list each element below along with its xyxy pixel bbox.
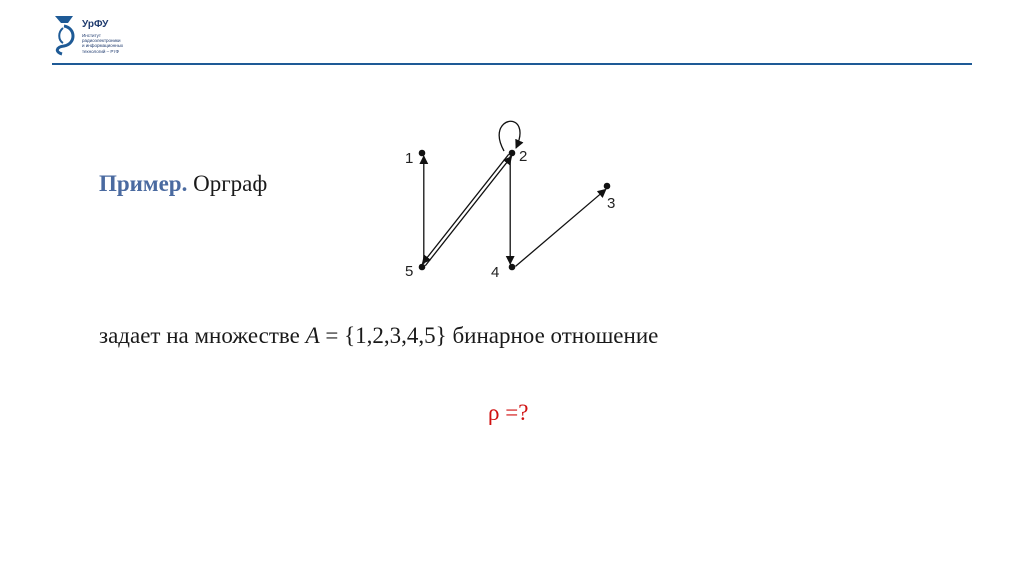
urfu-logo-icon [52, 14, 78, 56]
node-1 [419, 150, 426, 157]
statement-suffix: бинарное отношение [446, 323, 659, 348]
node-label-4: 4 [491, 264, 500, 281]
node-label-5: 5 [405, 263, 414, 280]
logo-name: УрФУ [82, 19, 109, 30]
edge-2-2-loop [499, 121, 520, 151]
header-divider [52, 63, 972, 65]
urfu-logo [52, 14, 162, 62]
example-text: Орграф [187, 171, 268, 196]
set-definition: = {1,2,3,4,5} [319, 323, 447, 348]
node-label-2: 2 [519, 148, 528, 165]
logo-subtitle: Институт радиоэлектроники и информационных технологий – РтФ [82, 33, 124, 54]
statement-prefix: задает на множестве [99, 323, 306, 348]
example-label: Пример. [99, 171, 188, 196]
node-4 [509, 264, 516, 271]
digraph [392, 110, 642, 295]
node-3 [604, 183, 611, 190]
node-2 [509, 150, 516, 157]
example-line [99, 171, 267, 197]
edge-2-5 [422, 154, 508, 263]
edge-5-2 [425, 156, 511, 265]
set-symbol: A [305, 323, 320, 348]
edge-4-3 [515, 189, 605, 266]
node-label-3: 3 [607, 195, 616, 212]
node-label-1: 1 [405, 150, 414, 167]
statement-line [99, 323, 658, 349]
relation-question: ρ =? [488, 400, 529, 425]
node-5 [419, 264, 426, 271]
